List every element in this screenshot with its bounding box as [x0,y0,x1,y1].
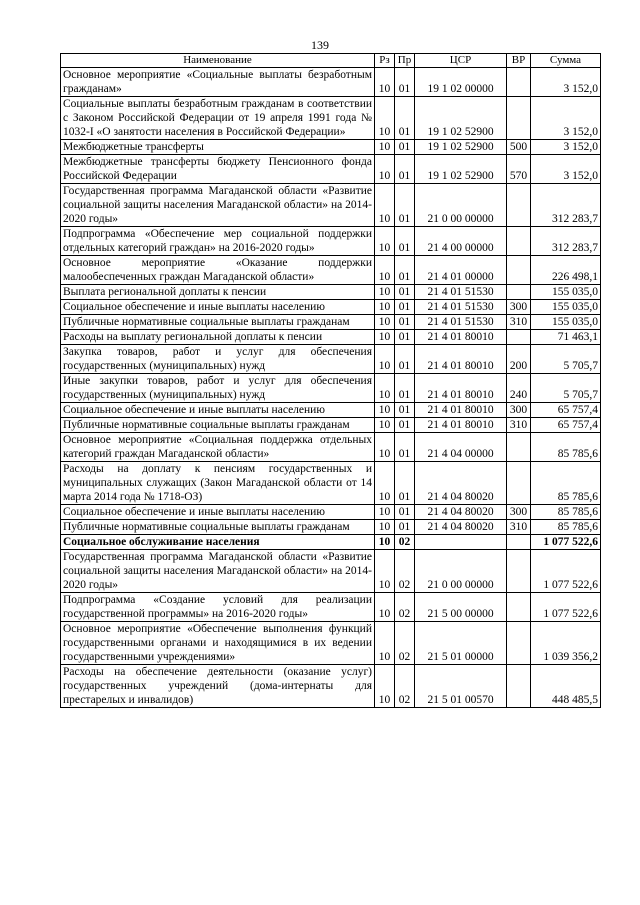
cell-csr: 21 0 00 00000 [415,184,507,227]
cell-vr [507,433,531,462]
cell-vr [507,462,531,505]
cell-pr: 01 [395,256,415,285]
cell-vr: 570 [507,155,531,184]
cell-vr: 300 [507,300,531,315]
table-row [61,665,601,708]
header-sum: Сумма [531,54,601,68]
table-row [61,622,601,665]
cell-pr: 01 [395,403,415,418]
cell-vr [507,622,531,665]
cell-csr: 21 4 01 51530 [415,315,507,330]
cell-pr: 01 [395,184,415,227]
cell-name: Публичные нормативные социальные выплаты гражданам [61,315,375,330]
cell-name: Выплата региональной доплаты к пенсии [61,285,375,300]
table-row [61,535,601,550]
cell-sum: 85 785,6 [531,520,601,535]
cell-csr: 21 4 01 80010 [415,374,507,403]
table-row [61,345,601,374]
cell-sum: 155 035,0 [531,285,601,300]
cell-pr: 01 [395,68,415,97]
cell-sum: 1 077 522,6 [531,550,601,593]
cell-name: Межбюджетные трансферты бюджету Пенсионного фонда Российской Федерации [61,155,375,184]
cell-name: Расходы на выплату региональной доплаты к пенсии [61,330,375,345]
cell-name: Иные закупки товаров, работ и услуг для обеспечения государственных (муниципальных) нужд [61,374,375,403]
cell-name: Расходы на доплату к пенсиям государственных и муниципальных служащих (Закон Магаданской области от 14 марта 2014 года № 1718-ОЗ) [61,462,375,505]
cell-csr: 21 4 04 80020 [415,520,507,535]
cell-name: Основное мероприятие «Социальные выплаты безработным гражданам» [61,68,375,97]
cell-name: Межбюджетные трансферты [61,140,375,155]
cell-name: Публичные нормативные социальные выплаты гражданам [61,520,375,535]
cell-rz: 10 [375,256,395,285]
cell-vr: 310 [507,418,531,433]
cell-name: Социальное обслуживание населения [61,535,375,550]
cell-name: Закупка товаров, работ и услуг для обеспечения государственных (муниципальных) нужд [61,345,375,374]
cell-rz: 10 [375,285,395,300]
cell-pr: 02 [395,535,415,550]
cell-csr: 19 1 02 52900 [415,155,507,184]
cell-pr: 01 [395,345,415,374]
cell-rz: 10 [375,665,395,708]
cell-vr [507,535,531,550]
table-row [61,300,601,315]
table-row [61,593,601,622]
cell-rz: 10 [375,315,395,330]
cell-pr: 01 [395,140,415,155]
cell-sum: 85 785,6 [531,505,601,520]
cell-sum: 155 035,0 [531,300,601,315]
cell-pr: 01 [395,462,415,505]
cell-sum: 448 485,5 [531,665,601,708]
cell-vr [507,227,531,256]
cell-sum: 3 152,0 [531,155,601,184]
budget-table [60,53,601,708]
cell-sum: 85 785,6 [531,433,601,462]
table-row [61,505,601,520]
cell-csr: 21 4 01 51530 [415,300,507,315]
cell-vr [507,256,531,285]
table-row [61,285,601,300]
cell-sum: 1 077 522,6 [531,535,601,550]
header-rz: Рз [375,54,395,68]
cell-vr: 200 [507,345,531,374]
cell-name: Основное мероприятие «Оказание поддержки малообеспеченных граждан Магаданской области» [61,256,375,285]
cell-name: Государственная программа Магаданской области «Развитие социальной защиты населения Магаданской области» на 2014-2020 годы» [61,184,375,227]
cell-sum: 312 283,7 [531,184,601,227]
cell-rz: 10 [375,433,395,462]
cell-csr: 19 1 02 52900 [415,97,507,140]
cell-sum: 71 463,1 [531,330,601,345]
cell-sum: 65 757,4 [531,403,601,418]
header-pr: Пр [395,54,415,68]
cell-vr: 310 [507,315,531,330]
cell-rz: 10 [375,184,395,227]
cell-rz: 10 [375,462,395,505]
cell-csr: 19 1 02 00000 [415,68,507,97]
cell-sum: 3 152,0 [531,97,601,140]
cell-name: Социальное обеспечение и иные выплаты населению [61,300,375,315]
cell-csr: 21 0 00 00000 [415,550,507,593]
table-row [61,256,601,285]
cell-vr [507,285,531,300]
table-row [61,403,601,418]
cell-csr: 21 4 01 80010 [415,403,507,418]
cell-rz: 10 [375,403,395,418]
cell-csr: 21 5 00 00000 [415,593,507,622]
cell-csr [415,535,507,550]
cell-pr: 01 [395,227,415,256]
cell-rz: 10 [375,593,395,622]
cell-name: Социальное обеспечение и иные выплаты населению [61,505,375,520]
cell-sum: 226 498,1 [531,256,601,285]
cell-pr: 01 [395,418,415,433]
cell-csr: 21 4 04 80020 [415,505,507,520]
cell-pr: 01 [395,285,415,300]
cell-name: Подпрограмма «Обеспечение мер социальной поддержки отдельных категорий граждан» на 2016-2020 годы» [61,227,375,256]
cell-vr: 300 [507,505,531,520]
table-header-row [61,54,601,68]
cell-rz: 10 [375,140,395,155]
cell-sum: 5 705,7 [531,345,601,374]
cell-sum: 155 035,0 [531,315,601,330]
table-body [61,68,601,708]
cell-rz: 10 [375,550,395,593]
cell-pr: 02 [395,593,415,622]
cell-csr: 21 4 04 00000 [415,433,507,462]
cell-name: Социальное обеспечение и иные выплаты населению [61,403,375,418]
cell-csr: 21 5 01 00570 [415,665,507,708]
cell-pr: 01 [395,330,415,345]
cell-csr: 21 4 01 51530 [415,285,507,300]
table-row [61,330,601,345]
cell-pr: 01 [395,520,415,535]
table-row [61,462,601,505]
cell-rz: 10 [375,374,395,403]
cell-pr: 02 [395,622,415,665]
cell-sum: 3 152,0 [531,68,601,97]
cell-sum: 1 039 356,2 [531,622,601,665]
cell-rz: 10 [375,97,395,140]
cell-csr: 21 4 01 80010 [415,345,507,374]
cell-csr: 19 1 02 52900 [415,140,507,155]
cell-sum: 85 785,6 [531,462,601,505]
cell-name: Основное мероприятие «Обеспечение выполнения функций государственными органами и находящимися в их ведении государственными учреждениями» [61,622,375,665]
cell-rz: 10 [375,155,395,184]
cell-pr: 01 [395,374,415,403]
cell-pr: 01 [395,155,415,184]
cell-pr: 01 [395,300,415,315]
cell-rz: 10 [375,520,395,535]
table-row [61,140,601,155]
cell-rz: 10 [375,535,395,550]
cell-sum: 312 283,7 [531,227,601,256]
cell-pr: 01 [395,505,415,520]
cell-pr: 01 [395,97,415,140]
header-vr: ВР [507,54,531,68]
cell-sum: 5 705,7 [531,374,601,403]
cell-name: Основное мероприятие «Социальная поддержка отдельных категорий граждан Магаданской области» [61,433,375,462]
cell-name: Публичные нормативные социальные выплаты гражданам [61,418,375,433]
cell-csr: 21 4 01 00000 [415,256,507,285]
cell-vr: 310 [507,520,531,535]
cell-name: Подпрограмма «Создание условий для реализации государственной программы» на 2016-2020 годы» [61,593,375,622]
cell-vr [507,665,531,708]
table-row [61,433,601,462]
cell-vr [507,550,531,593]
cell-vr [507,68,531,97]
table-row [61,97,601,140]
cell-vr: 500 [507,140,531,155]
page-number: 139 [311,38,329,52]
table-row [61,227,601,256]
cell-vr [507,184,531,227]
cell-name: Социальные выплаты безработным гражданам в соответствии с Законом Российской Федерации от 19 апреля 1991 года № 1032-I «О занятости населения в Российской Федерации» [61,97,375,140]
cell-rz: 10 [375,300,395,315]
table-row [61,155,601,184]
cell-pr: 02 [395,550,415,593]
cell-csr: 21 4 04 80020 [415,462,507,505]
table-row [61,68,601,97]
cell-rz: 10 [375,68,395,97]
cell-name: Государственная программа Магаданской области «Развитие социальной защиты населения Магаданской области» на 2014-2020 годы» [61,550,375,593]
cell-pr: 01 [395,315,415,330]
header-name: Наименование [61,54,375,68]
cell-sum: 3 152,0 [531,140,601,155]
cell-vr [507,593,531,622]
cell-rz: 10 [375,418,395,433]
cell-csr: 21 5 01 00000 [415,622,507,665]
cell-csr: 21 4 00 00000 [415,227,507,256]
table-row [61,315,601,330]
cell-name: Расходы на обеспечение деятельности (оказание услуг) государственных учреждений (дома-интернаты для престарелых и инвалидов) [61,665,375,708]
cell-vr: 240 [507,374,531,403]
cell-rz: 10 [375,227,395,256]
cell-vr [507,330,531,345]
table-row [61,418,601,433]
table-row [61,520,601,535]
cell-vr [507,97,531,140]
table-row [61,184,601,227]
cell-sum: 1 077 522,6 [531,593,601,622]
cell-csr: 21 4 01 80010 [415,330,507,345]
cell-sum: 65 757,4 [531,418,601,433]
header-csr: ЦСР [415,54,507,68]
cell-rz: 10 [375,622,395,665]
cell-rz: 10 [375,330,395,345]
table-row [61,374,601,403]
cell-rz: 10 [375,345,395,374]
cell-pr: 02 [395,665,415,708]
table-row [61,550,601,593]
cell-vr: 300 [507,403,531,418]
cell-rz: 10 [375,505,395,520]
cell-csr: 21 4 01 80010 [415,418,507,433]
cell-pr: 01 [395,433,415,462]
